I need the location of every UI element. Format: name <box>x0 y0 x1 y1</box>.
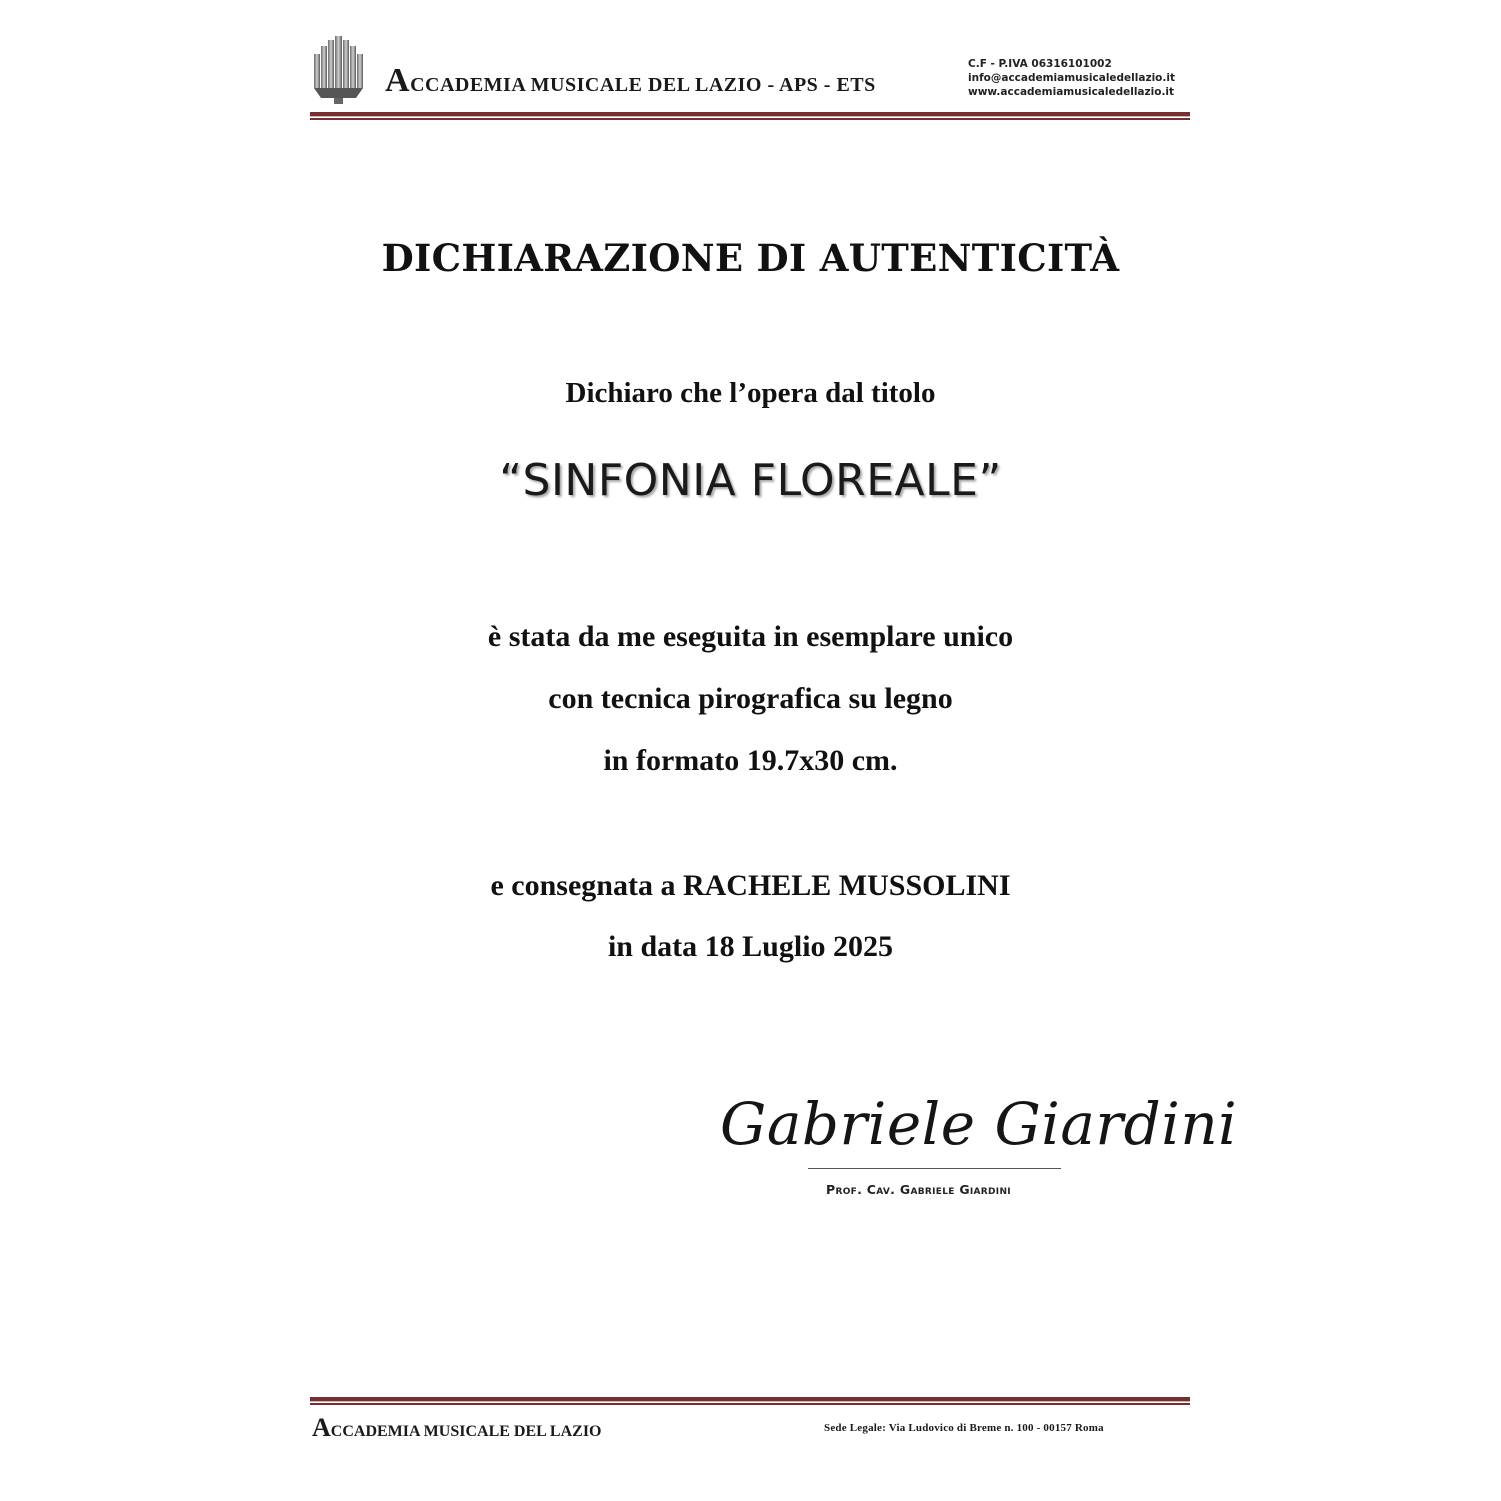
intro-text: Dichiaro che l’opera dal titolo <box>565 377 936 409</box>
organ-pipes-icon <box>312 34 368 104</box>
org-name-rest: CCADEMIA MUSICALE DEL LAZIO - APS - ETS <box>410 74 876 96</box>
organization-name <box>385 62 876 100</box>
footer-divider <box>310 1397 1190 1405</box>
website-link[interactable]: www.accademiamusicaledellazio.it <box>968 86 1175 98</box>
execution-line: è stata da me eseguita in esemplare unico <box>487 620 1014 653</box>
footer-organization-name <box>312 1413 602 1443</box>
footer-org-name-rest: CCADEMIA MUSICALE DEL LAZIO <box>330 1423 602 1440</box>
tax-id: C.F - P.IVA 06316101002 <box>968 58 1112 70</box>
technique-line: con tecnica pirografica su legno <box>548 682 953 715</box>
email-link[interactable]: info@accademiamusicaledellazio.it <box>968 72 1175 84</box>
contact-block <box>968 57 1175 99</box>
handwritten-signature: Gabriele Giardini <box>720 1090 1238 1158</box>
document-title: DICHIARAZIONE DI AUTENTICITÀ <box>381 236 1120 280</box>
format-line: in formato 19.7x30 cm. <box>603 744 898 777</box>
header-divider <box>310 112 1190 120</box>
date-line: in data 18 Luglio 2025 <box>607 930 894 963</box>
signer-name: Prof. Cav. Gabriele Giardini <box>826 1182 1011 1197</box>
recipient-line: e consegnata a RACHELE MUSSOLINI <box>490 869 1011 902</box>
footer-org-initial: A <box>312 1413 331 1442</box>
org-initial: A <box>385 62 411 99</box>
signature-line <box>808 1168 1061 1169</box>
footer-address: Sede Legale: Via Ludovico di Breme n. 100 - 00157 Roma <box>824 1422 1104 1434</box>
work-title: “SINFONIA FLOREALE” <box>499 455 1002 506</box>
